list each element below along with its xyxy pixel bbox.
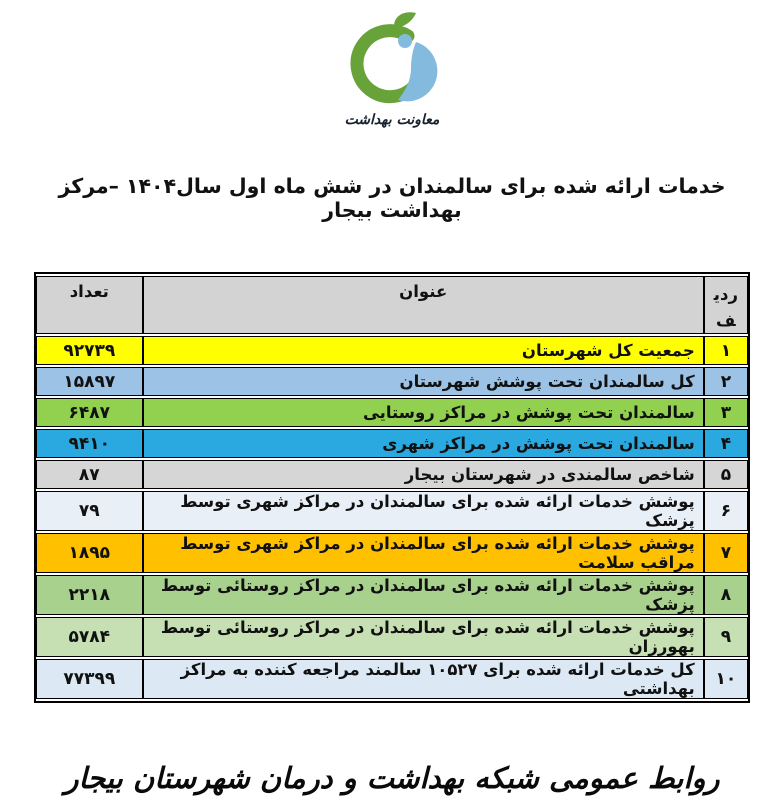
row-count-cell: ۹۴۱۰ [36,429,143,458]
row-number-cell: ۲ [704,367,748,396]
row-title-cell: پوشش خدمات ارائه شده برای سالمندان در مراکز روستائی توسط پزشک [143,575,704,615]
table-body [36,336,748,699]
row-title-cell: جمعیت کل شهرستان [143,336,704,365]
row-title-cell: کل خدمات ارائه شده برای ۱۰۵۲۷ سالمند مراجعه کننده به مراکز بهداشتی [143,659,704,699]
row-count-cell: ۹۲۷۳۹ [36,336,143,365]
row-count-cell: ۶۴۸۷ [36,398,143,427]
row-number-cell: ۶ [704,491,748,531]
health-deputy-logo [332,10,452,128]
row-count-cell: ۱۵۸۹۷ [36,367,143,396]
row-title-cell: پوشش خدمات ارائه شده برای سالمندان در مراکز شهری توسط مراقب سلامت [143,533,704,573]
logo-caption: معاونت بهداشت [344,112,440,128]
row-count-cell: ۲۲۱۸ [36,575,143,615]
row-count-cell: ۱۸۹۵ [36,533,143,573]
logo-blue-dot [398,34,412,48]
row-title-cell: سالمندان تحت پوشش در مراکز روستایی [143,398,704,427]
table-row [36,429,748,458]
row-number-cell: ۱۰ [704,659,748,699]
logo-blue-arc [398,42,437,101]
logo-leaf-icon [394,12,416,28]
row-number-cell: ۷ [704,533,748,573]
row-count-cell: ۷۹ [36,491,143,531]
row-number-cell: ۱ [704,336,748,365]
services-table-wrap [34,272,750,703]
row-count-cell: ۸۷ [36,460,143,489]
health-deputy-logo-icon [332,10,452,110]
table-row [36,491,748,531]
table-row [36,398,748,427]
row-title-cell: سالمندان تحت پوشش در مراکز شهری [143,429,704,458]
table-row [36,460,748,489]
row-number-cell: ۴ [704,429,748,458]
table-row [36,533,748,573]
table-header [36,276,748,334]
table-row [36,617,748,657]
row-title-cell: کل سالمندان تحت پوشش شهرستان [143,367,704,396]
header-row-number: ردیف [704,276,748,334]
row-number-cell: ۳ [704,398,748,427]
services-table [34,272,750,703]
row-title-cell: پوشش خدمات ارائه شده برای سالمندان در مراکز شهری توسط پزشک [143,491,704,531]
table-row [36,367,748,396]
row-number-cell: ۵ [704,460,748,489]
footer-credit: روابط عمومی شبکه بهداشت و درمان شهرستان بیجار [64,761,720,796]
row-title-cell: شاخص سالمندی در شهرستان بیجار [143,460,704,489]
header-count: تعداد [36,276,143,334]
table-row [36,575,748,615]
page-title: خدمات ارائه شده برای سالمندان در شش ماه اول سال۱۴۰۴ –مرکز بهداشت بیجار [58,174,726,222]
row-count-cell: ۷۷۳۹۹ [36,659,143,699]
row-count-cell: ۵۷۸۴ [36,617,143,657]
header-row [36,276,748,334]
header-title: عنوان [143,276,704,334]
row-number-cell: ۹ [704,617,748,657]
table-row [36,659,748,699]
row-title-cell: پوشش خدمات ارائه شده برای سالمندان در مراکز روستائی توسط بهورزان [143,617,704,657]
table-row [36,336,748,365]
row-number-cell: ۸ [704,575,748,615]
